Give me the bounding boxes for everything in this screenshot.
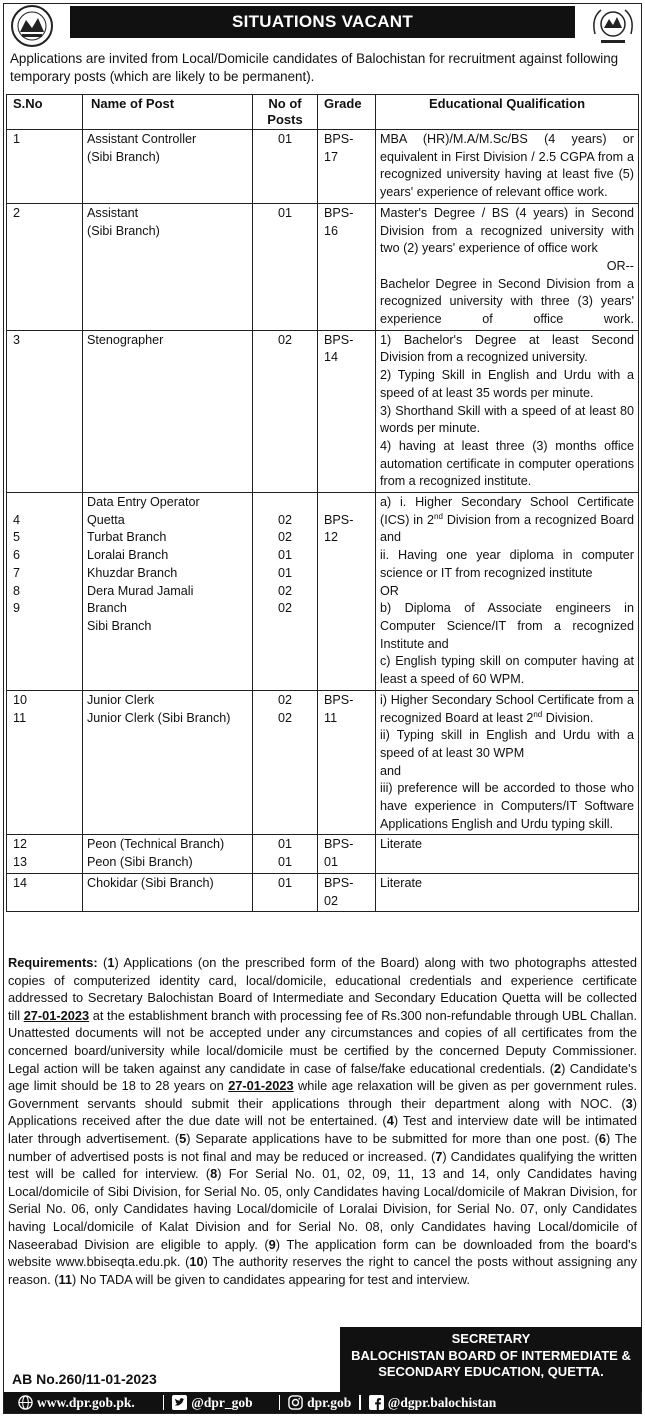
grade-value: 12 [324, 530, 339, 545]
footer-website[interactable] [18, 1395, 135, 1411]
qualification-text: MBA (HR)/M.A/M.Sc/BS (4 years) or equivalent in First Division / 2.5 CGPA from a recognized university having at least five (5) years' experience of relevant office work. [380, 132, 634, 200]
requirements-label: Requirements: [8, 955, 98, 970]
posts-count: 01 [277, 548, 292, 563]
req-num: 11 [58, 1271, 73, 1287]
cell-grade [318, 330, 376, 492]
footer-bar [4, 1392, 641, 1413]
cell-post-name [83, 130, 253, 204]
table-row [7, 130, 639, 204]
qualification-text [380, 494, 634, 547]
grade-value: 01 [324, 855, 339, 870]
qualification-part: Division. [542, 710, 594, 725]
header-qualification: Educational Qualification [376, 95, 639, 130]
header-grade: Grade [318, 95, 376, 130]
grade-value: 17 [324, 149, 339, 164]
req-text: Candidates qualifying the written test will be called for interview. [8, 1148, 637, 1182]
grade-value [324, 494, 371, 512]
footer-website-text: www.dpr.gob.pk. [37, 1394, 135, 1410]
requirements-text: Requirements: (1) Applications (on the prescribed form of the Board) along with two photographs attested copies of computerized identity card, local/domicile, educational credentials and experience certificate addressed to Secretary Balochistan Board of Intermediate and Secondary Education Quetta will be collected till 27-01-2023 at the establishment branch with processing fee of Rs.300 non-refundable through UBL Challan. Unattested documents will not be accepted under any circumstances and copies of all certificates from the concerned board/university while local/domicile must be certified by the concerned Deputy Commissioner. Legal action will be taken against any candidate in case of false/fake educational credentials. (2) Candidate's age limit should be 18 to 28 years on 27-01-2023 while age relaxation will be given as per government rules. Government servants should submit their applications through their department along with NOC. (3) Applications received after the due date will not be entertained. (4) Test and interview date will be intimated later through advertisement. (5) Separate applications have to be submitted for more than one post. (6) The number of advertised posts is not final and may be reduced or increased. (7) Candidates qualifying the written test will be called for interview. (8) For Serial No. 01, 02, 09, 11, 13 and 14, only Candidates having Local/domicile of Sibi Division, for Serial No. 05, only Candidates having Local/domicile of Makran Division, for Serial No. 06, only Candidates having Local/domicile of Loralai Division, for Serial No. 07, only Candidates having Local/domicile of Kalat Division and for Serial No. 08, only Candidates having Local/domicile of Naseerabad Division are eligible to apply. (9) The application form can be downloaded from the board's website www.bbiseqta.edu.pk. (10) The authority reserves the right to cancel the posts without assigning any reason. (11) No TADA will be given to candidates appearing for test and interview. [8, 955, 638, 1287]
cell-sno [7, 493, 83, 691]
req-num: 7 [435, 1148, 443, 1164]
sno-value: 8 [13, 583, 21, 598]
post-name: Turbat Branch [87, 530, 167, 545]
cell-post-name [83, 873, 253, 911]
req-text: Applications received after the due date will not be entertained. [8, 1113, 383, 1129]
qualification-text: 2) Typing Skill in English and Urdu with a speed of at least 35 words per minute. [380, 368, 634, 400]
cell-grade [318, 203, 376, 330]
sno-value: 10 [13, 692, 28, 707]
table-row [7, 493, 639, 691]
req-num: 1 [107, 955, 115, 970]
cell-post-name [83, 493, 253, 691]
ab-number: AB No.260/11-01-2023 [12, 1371, 157, 1387]
req-num: 5 [179, 1130, 187, 1146]
table-header-row [7, 95, 639, 130]
qualification-text: c) English typing skill on computer having at least a speed of 60 WPM. [380, 654, 634, 687]
grade-value: BPS- [324, 132, 354, 146]
cell-qualification [376, 873, 639, 911]
req-num: 4 [386, 1113, 394, 1129]
post-name: Junior Clerk (Sibi Branch) [87, 710, 231, 725]
post-name: Quetta [87, 512, 125, 527]
post-name: Stenographer [87, 332, 164, 347]
cell-qualification [376, 130, 639, 204]
grade-value: BPS- [324, 837, 354, 852]
intro-text: Applications are invited from Local/Domicile candidates of Balochistan for recruitment against following temporary posts (which are likely to be permanent). [10, 51, 619, 84]
req-text: The authority reserves the right to cancel the posts without assigning any reason. [8, 1254, 637, 1287]
page-title: SITUATIONS VACANT [70, 6, 575, 38]
qualification-text: ii) Typing skill in English and Urdu with a speed of at least 30 WPM [380, 728, 634, 760]
post-name: Assistant Controller [87, 132, 197, 146]
req-text: The application form can be downloaded from the board's website www.bbiseqta.edu.pk. [8, 1236, 637, 1270]
post-name: Khuzdar Branch [87, 565, 178, 580]
posts-count: 02 [277, 601, 292, 616]
grade-value: BPS- [324, 875, 354, 890]
sno-value: 14 [13, 875, 28, 890]
sno-value: 3 [13, 332, 21, 347]
req-num: 10 [189, 1254, 204, 1270]
posts-count: 01 [277, 875, 292, 890]
grade-value: 02 [324, 893, 339, 908]
cell-sno [7, 330, 83, 492]
footer-instagram[interactable] [288, 1395, 351, 1411]
posts-count: 01 [277, 205, 292, 220]
qualification-text: 1) Bachelor's Degree at least Second Division from a recognized university. [380, 332, 634, 365]
cell-no-of-posts [253, 690, 318, 835]
req-num: 6 [598, 1130, 607, 1146]
cell-no-of-posts [253, 130, 318, 204]
header-posts-line1: No of [268, 96, 302, 111]
grade-value: BPS- [324, 332, 354, 347]
post-name: Branch [87, 601, 127, 616]
footer-facebook-text: @dgpr.balochistan [387, 1394, 497, 1410]
grade-value: BPS- [324, 205, 354, 220]
header-name-of-post: Name of Post [83, 95, 253, 130]
cell-no-of-posts [253, 203, 318, 330]
posts-count [257, 494, 313, 512]
cell-qualification [376, 690, 639, 835]
qualification-text: 3) Shorthand Skill with a speed of at least 80 words per minute. [380, 403, 634, 436]
posts-count: 02 [277, 332, 292, 347]
posts-count: 01 [277, 837, 292, 852]
secretary-org-line2: SECONDARY EDUCATION, QUETTA. [378, 1364, 604, 1379]
cell-grade [318, 493, 376, 691]
posts-count: 01 [277, 565, 292, 580]
ordinal-suffix: nd [434, 511, 443, 521]
sno-value: 6 [13, 548, 21, 563]
cell-sno [7, 690, 83, 835]
req-date: 27-01-2023 [23, 1007, 90, 1023]
posts-count: 02 [277, 583, 292, 598]
qualification-text: OR [380, 583, 399, 598]
cell-grade [318, 690, 376, 835]
qualification-text: OR-- [606, 258, 634, 273]
post-name: Data Entry Operator [87, 495, 200, 510]
qualification-part: a) i. Higher Secondary School Certificate (ICS) in 2 [380, 495, 634, 527]
post-name: Assistant [87, 205, 139, 220]
qualification-text: and [380, 763, 402, 778]
post-name: Loralai Branch [87, 548, 169, 563]
secretary-title: SECRETARY [451, 1331, 531, 1346]
footer-instagram-text: dpr.gob [307, 1394, 352, 1410]
req-text: while age relaxation will be given as per government rules. Government servants should submit their applications through their department along with NOC. [8, 1078, 637, 1111]
sno-value: 1 [13, 132, 21, 146]
req-text: Separate applications have to be submitted for more than one post. [190, 1130, 595, 1146]
secretary-block [340, 1327, 642, 1392]
qualification-text: iii) preference will be accorded to those who have experience in Computers/IT Software Applications English and Urdu typing skill. [380, 781, 634, 831]
req-date: 27-01-2023 [228, 1078, 294, 1094]
header-posts-line2: Posts [267, 112, 303, 127]
cell-qualification [376, 330, 639, 492]
footer-divider [359, 1395, 361, 1410]
cell-grade [318, 835, 376, 873]
cell-no-of-posts [253, 873, 318, 911]
board-logo-left [6, 4, 58, 48]
posts-count: 02 [277, 692, 292, 707]
qualification-text [380, 692, 634, 727]
req-text: For Serial No. 01, 02, 09, 11, 13 and 14, only Candidates having Local/domicile of Sibi Division, for Serial No. 05, only Candidates having Local/domicile of Makran Division, for Serial No. 06, only Candidates having Local/domicile of Loralai Division, for Serial No. 07, only Candidates having Local/domicile of Kalat Division and for Serial No. 08, only Candidates having Local/domicile of Naseerabad Division are eligible to apply. [8, 1166, 637, 1252]
table-row [7, 690, 639, 835]
post-name: (Sibi Branch) [87, 223, 160, 238]
cell-qualification [376, 493, 639, 691]
posts-count: 02 [277, 530, 292, 545]
table-row [7, 203, 639, 330]
header-no-of-posts [253, 95, 318, 130]
qualification-text: Literate [380, 837, 423, 852]
posts-count: 02 [277, 512, 292, 527]
footer-divider [279, 1395, 281, 1410]
facebook-icon [369, 1395, 384, 1410]
post-name: Junior Clerk [87, 692, 155, 707]
req-text: at the establishment branch with processing fee of Rs.300 non-refundable through UBL Challan. Unattested documents will not be accepted under any circumstances and copies of all certificates from the concerned board/university while local/domicile must be certified by the concerned Deputy Commissioner. Legal action will be taken against any candidate in case of false/fake educational credentials. [8, 1007, 638, 1076]
req-num: 9 [268, 1236, 276, 1252]
sno-value: 2 [13, 205, 21, 220]
sno-value: 9 [13, 601, 21, 616]
cell-sno [7, 835, 83, 873]
qualification-text: Literate [380, 875, 423, 890]
sno-value: 12 [13, 837, 28, 852]
footer-twitter[interactable] [172, 1395, 252, 1411]
sno-value: 4 [13, 512, 21, 527]
instagram-icon [288, 1395, 303, 1410]
posts-count: 01 [277, 132, 292, 146]
posts-count: 01 [277, 855, 292, 870]
post-name: Sibi Branch [87, 618, 152, 633]
posts-count: 02 [277, 710, 292, 725]
post-name: Peon (Technical Branch) [87, 837, 225, 852]
post-name: Dera Murad Jamali [87, 583, 194, 598]
cell-sno [7, 203, 83, 330]
cell-no-of-posts [253, 493, 318, 691]
cell-post-name [83, 835, 253, 873]
cell-sno [7, 130, 83, 204]
grade-value: BPS- [324, 512, 354, 527]
grade-value: 11 [324, 710, 338, 725]
qualification-text: ii. Having one year diploma in computer science or IT from recognized institute [380, 548, 634, 580]
post-name: (Sibi Branch) [87, 149, 160, 164]
req-text: No TADA will be given to candidates appearing for test and interview. [76, 1271, 470, 1287]
cell-sno [7, 873, 83, 911]
table-row [7, 873, 639, 911]
req-num: 2 [553, 1060, 562, 1076]
req-text: Applications (on the prescribed form of the Board) along with two photographs attested copies of computerized identity card, local/domicile, educational credentials and experience certificate addressed to Secretary Balochistan Board of Intermediate and Secondary Education Quetta will be collected till [8, 955, 637, 1023]
posts-table [6, 94, 639, 912]
qualification-text: 4) having at least three (3) months office automation certificate in computer operations from a recognized institute. [380, 438, 634, 489]
cell-no-of-posts [253, 835, 318, 873]
qualification-part: i) Higher Secondary School Certificate from a recognized Board at least 2 [380, 692, 634, 725]
post-name: Chokidar (Sibi Branch) [87, 875, 214, 890]
footer-divider [163, 1395, 165, 1410]
qualification-part: Division from a recognized Board and [380, 512, 634, 545]
footer-facebook[interactable] [369, 1395, 496, 1411]
req-text: The number of advertised posts is not final and may be reduced or increased. [8, 1130, 637, 1164]
qualification-text: b) Diploma of Associate engineers in Computer Science/IT from a recognized Institute and [380, 601, 634, 651]
cell-no-of-posts [253, 330, 318, 492]
qualification-text: Bachelor Degree in Second Division from a recognized university with three (3) years' experience of office work. [380, 276, 634, 327]
grade-value: 14 [324, 350, 339, 365]
sno-value: 11 [13, 710, 27, 725]
cell-post-name [83, 203, 253, 330]
government-logo-right [587, 4, 639, 48]
req-text: Candidate's age limit should be 18 to 28 years on [8, 1060, 637, 1094]
table-row [7, 330, 639, 492]
cell-qualification [376, 203, 639, 330]
header-sno: S.No [7, 95, 83, 130]
req-text: Test and interview date will be intimated later through advertisement. [8, 1113, 637, 1146]
globe-icon [18, 1395, 33, 1410]
sno-value: 5 [13, 530, 21, 545]
footer-twitter-text: @dpr_gob [191, 1394, 253, 1410]
sno-value: 7 [13, 565, 21, 580]
req-num: 3 [625, 1095, 633, 1111]
cell-post-name [83, 690, 253, 835]
ordinal-suffix: nd [533, 709, 543, 719]
req-num: 8 [210, 1166, 218, 1182]
cell-grade [318, 130, 376, 204]
sno-value: 13 [13, 855, 28, 870]
sno-value [13, 494, 78, 512]
twitter-icon [172, 1395, 187, 1410]
cell-qualification [376, 835, 639, 873]
cell-post-name [83, 330, 253, 492]
table-row [7, 835, 639, 873]
cell-grade [318, 873, 376, 911]
secretary-org-line1: BALOCHISTAN BOARD OF INTERMEDIATE & [351, 1347, 631, 1363]
grade-value: 16 [324, 223, 339, 238]
qualification-text: Master's Degree / BS (4 years) in Second Division from a recognized university with two (2) years' experience of office work [380, 205, 634, 256]
post-name: Peon (Sibi Branch) [87, 855, 193, 870]
grade-value: BPS- [324, 692, 354, 707]
